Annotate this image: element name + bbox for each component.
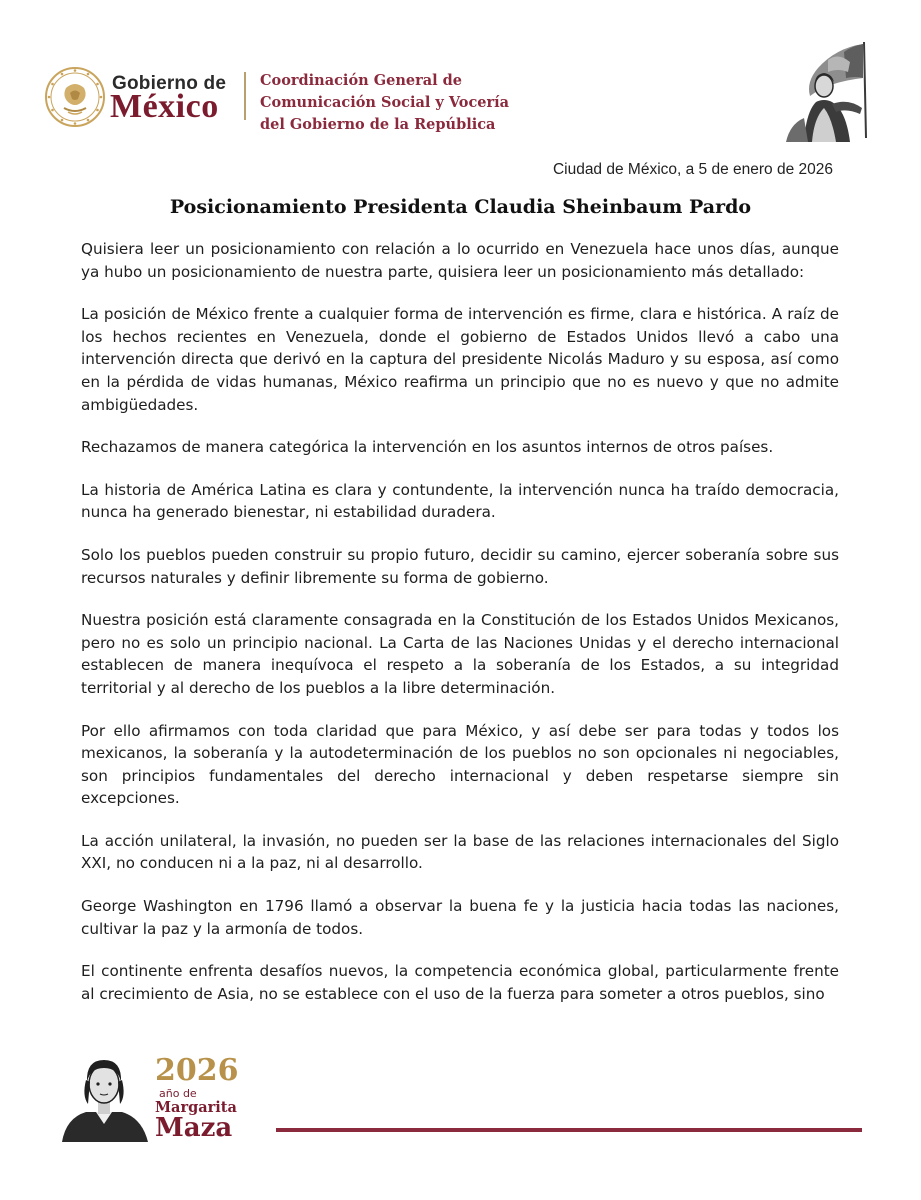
body-paragraph: Solo los pueblos pueden construir su propio futuro, decidir su camino, ejercer soberanía sobre sus recursos naturales y definir libremente su forma de gobierno. [81,545,839,587]
footer-name-first: Margarita [155,1099,237,1116]
woman-with-flag-icon [766,38,878,148]
footer-anio-de: año de [159,1087,197,1100]
body-paragraph: Nuestra posición está claramente consagrada en la Constitución de los Estados Unidos Mexicanos, pero no es solo un principio nacional. La Carta de las Naciones Unidas y el derecho internacional establecen de manera inequívoca el respeto a la soberanía de los Estados, a su integridad territorial y al derecho de los pueblos a la libre determinación. [81,611,839,697]
coordinacion-block [260,70,509,136]
gobierno-label: Gobierno de [112,73,227,94]
mexico-wordmark: México [110,88,219,125]
footer-year: 2026 [155,1053,239,1088]
mexico-seal-icon [44,66,106,128]
body-paragraph: La posición de México frente a cualquier forma de intervención es firme, clara e histórica. A raíz de los hechos recientes en Venezuela, donde el gobierno de Estados Unidos llevó a cabo una intervención directa que derivó en la captura del presidente Nicolás Maduro y su esposa, así como en la pérdida de vidas humanas, México reafirma un principio que no es nuevo y que no admite ambigüedades. [81,305,839,414]
body-paragraph: Por ello afirmamos con toda claridad que para México, y así debe ser para todas y todos los mexicanos, la soberanía y la autodeterminación de los pueblos no son opcionales ni negociables, son principios fundamentales del derecho internacional y deben respetarse siempre sin excepciones. [81,721,839,808]
letterhead [0,0,921,150]
body-paragraph: El continente enfrenta desafíos nuevos, la competencia económica global, particularmente frente al crecimiento de Asia, no se establece con el uso de la fuerza para someter a otros pueblos, sino [81,962,839,1003]
document-title: Posicionamiento Presidenta Claudia Sheinbaum Pardo [169,196,752,218]
body-paragraph: George Washington en 1796 llamó a observar la buena fe y la justicia hacia todas las naciones, cultivar la paz y la armonía de todos. [81,897,839,938]
document-date: Ciudad de México, a 5 de enero de 2026 [552,161,833,178]
body-paragraph: La acción unilateral, la invasión, no pueden ser la base de las relaciones internacionales del Siglo XXI, no conducen ni a la paz, ni al desarrollo. [81,831,839,873]
document-body [81,238,839,1025]
coordinacion-line: Comunicación Social y Vocería [260,94,510,111]
body-paragraph: La historia de América Latina es clara y contundente, la intervención nunca ha traído democracia, nunca ha generado bienestar, ni estabilidad duradera. [81,480,839,522]
coordinacion-line: Coordinación General de [260,72,463,89]
margarita-maza-portrait-icon [56,1052,152,1142]
body-paragraph: Quisiera leer un posicionamiento con relación a lo ocurrido en Venezuela hace unos días, aunque ya hubo un posicionamiento de nuestra parte, quisiera leer un posicionamiento más detallado: [81,240,839,281]
coordinacion-line: del Gobierno de la República [260,116,496,133]
footer-name-last: Maza [155,1113,233,1143]
header-divider [244,72,246,120]
body-paragraph: Rechazamos de manera categórica la intervención en los asuntos internos de otros países. [81,438,774,457]
footer-rule [276,1128,862,1132]
